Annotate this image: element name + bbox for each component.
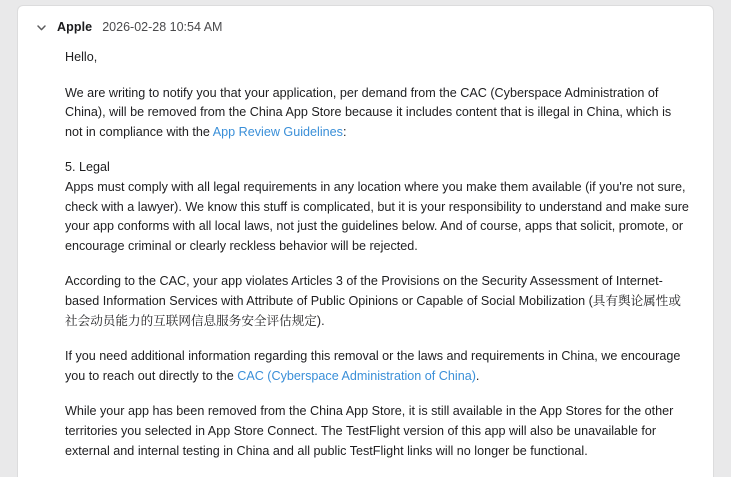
- additional-information-text-part-1: If you need additional information regarding this removal or the laws and requirements in China, we encourage you to reach out directly to the: [65, 349, 681, 383]
- chevron-down-icon[interactable]: [34, 20, 48, 34]
- cac-violation-paragraph: According to the CAC, your app violates Articles 3 of the Provisions on the Security Assessment of Internet-based Information Services with Attribute of Public Opinions or Capable of Social Mobilization (具有舆论属性或社会动员能力的互联网信息服务安全评估规定).: [65, 274, 681, 328]
- additional-information-text-part-2: .: [475, 368, 480, 383]
- removal-notice-text-part-2: :: [342, 124, 347, 139]
- legal-section-paragraph: Apps must comply with all legal requirements in any location where you make them available (if you're not sure, check with a lawyer). We know this stuff is complicated, but it is your responsibility to understand and make sure your app conforms with all local laws, not just the guidelines below. And of course, apps that solicit, promote, or encourage criminal or clearly reckless behavior will be rejected.: [65, 179, 689, 253]
- email-message-card: [17, 5, 714, 477]
- message-body: [18, 36, 713, 461]
- greeting-paragraph: Hello,: [65, 50, 98, 64]
- cac-link[interactable]: CAC (Cyberspace Administration of China): [237, 368, 476, 383]
- app-review-guidelines-link[interactable]: App Review Guidelines: [212, 124, 343, 139]
- additional-information-paragraph: [65, 347, 691, 386]
- removal-notice-text-part-1: We are writing to notify you that your application, per demand from the CAC (Cyberspace Administration of China), will be removed from the China App Store because it includes content that is illegal in China, which is not in compliance with the: [65, 85, 672, 139]
- message-sender: Apple: [57, 20, 93, 34]
- legal-section-heading: 5. Legal: [65, 160, 110, 175]
- testflight-availability-paragraph: While your app has been removed from the China App Store, it is still available in the App Stores for the other territories you selected in App Store Connect. The TestFlight version of this app will also be unavailable for external and internal testing in China and all public TestFlight links will no longer be functional.: [65, 404, 674, 458]
- message-header: [18, 6, 713, 36]
- message-timestamp: 2026-02-28 10:54 AM: [102, 20, 223, 34]
- removal-notice-paragraph: [65, 84, 691, 143]
